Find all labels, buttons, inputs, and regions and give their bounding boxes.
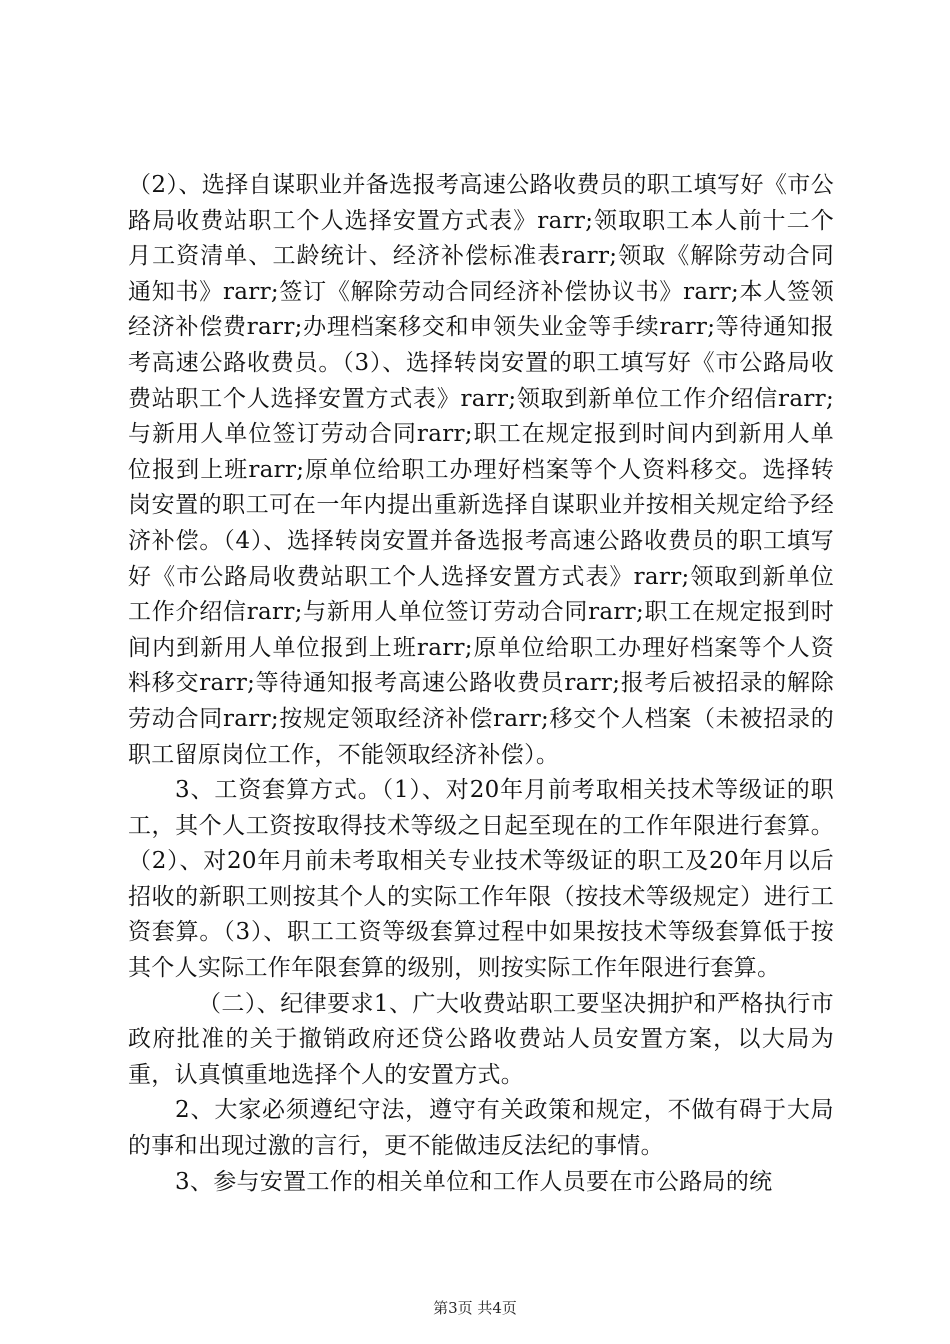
paragraph-procedures: （2）、选择自谋职业并备选报考高速公路收费员的职工填写好《市公路局收费站职工个人选择安置方式表》rarr;领取职工本人前十二个月工资清单、工龄统计、经济补偿标准表rarr;领取《解除劳动合同通知书》rarr;签订《解除劳动合同经济补偿协议书》rarr;本人签领经济补偿费rarr;办理档案移交和申领失业金等手续rarr;等待通知报考高速公路收费员。（3）、选择转岗安置的职工填写好《市公路局收费站职工个人选择安置方式表》rarr;领取到新单位工作介绍信rarr;与新用人单位签订劳动合同rarr;职工在规定报到时间内到新用人单位报到上班rarr;原单位给职工办理好档案等个人资料移交。选择转岗安置的职工可在一年内提出重新选择自谋职业并按相关规定给予经济补偿。（4）、选择转岗安置并备选报考高速公路收费员的职工填写好《市公路局收费站职工个人选择安置方式表》rarr;领取到新单位工作介绍信rarr;与新用人单位签订劳动合同rarr;职工在规定报到时间内到新用人单位报到上班rarr;原单位给职工办理好档案等个人资料移交rarr;等待通知报考高速公路收费员rarr;报考后被招录的解除劳动合同rarr;按规定领取经济补偿rarr;移交个人档案（未被招录的职工留原岗位工作，不能领取经济补偿）。: [128, 172, 834, 768]
paragraph-wage-calculation: 3、工资套算方式。（1）、对20年月前考取相关技术等级证的职工，其个人工资按取得技术等级之日起至现在的工作年限进行套算。（2）、对20年月前未考取相关专业技术等级证的职工及20年月以后招收的新职工则按其个人的实际工作年限（按技术等级规定）进行工资套算。（3）、职工工资等级套算过程中如果按技术等级套算低于按其个人实际工作年限套算的级别，则按实际工作年限进行套算。: [128, 777, 834, 982]
page-footer: 第3页 共4页: [433, 1299, 517, 1317]
paragraph-discipline-requirements: （二）、纪律要求1、广大收费站职工要坚决拥护和严格执行市政府批准的关于撤销政府还贷公路收费站人员安置方案，以大局为重，认真慎重地选择个人的安置方式。: [128, 990, 834, 1088]
paragraph-staff-duties: 3、参与安置工作的相关单位和工作人员要在市公路局的统: [175, 1168, 773, 1195]
document-body: [128, 168, 834, 1200]
paragraph-obey-laws: 2、大家必须遵纪守法，遵守有关政策和规定，不做有碍于大局的事和出现过激的言行，更不能做违反法纪的事情。: [128, 1097, 834, 1160]
